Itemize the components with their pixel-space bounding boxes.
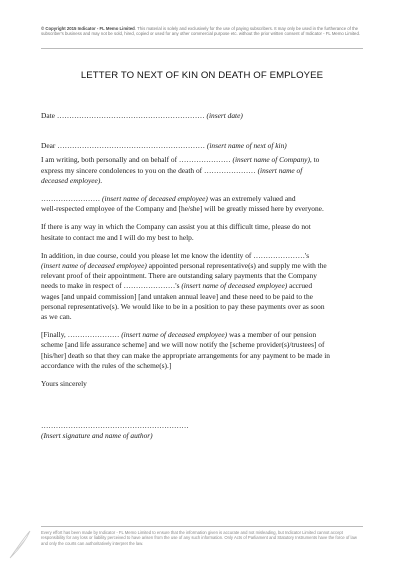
p4-text-8: as we can. bbox=[41, 312, 72, 322]
dear-dots: …………………………………………………… bbox=[57, 141, 206, 151]
p1-text-1: I am writing, both personally and on behalf of ………………… bbox=[41, 155, 231, 165]
p5-employee-placeholder: (insert name of deceased employee) bbox=[121, 330, 228, 340]
p4-text-5: accrued bbox=[289, 281, 313, 291]
p5-text-4: [his/her] death so that they can make the appropriate arrangements for any payment to be made in bbox=[41, 350, 330, 360]
header-divider bbox=[41, 48, 363, 49]
p4-text-3: relevant proof of their appointment. There are outstanding salary payments that the Company bbox=[41, 271, 317, 281]
dear-label: Dear bbox=[41, 141, 56, 151]
date-dots: …………………………………………………… bbox=[56, 111, 205, 120]
page-title: LETTER TO NEXT OF KIN ON DEATH OF EMPLOYEE bbox=[80, 70, 324, 81]
p5-text-5: accordance with the rules of the scheme(s).] bbox=[41, 360, 172, 370]
paragraph-pension bbox=[41, 330, 363, 371]
p4-employee-placeholder-a: (insert name of deceased employee) bbox=[41, 261, 147, 271]
closing-line: Yours sincerely bbox=[41, 379, 87, 389]
p5-text-3: scheme [and life assurance scheme] and we will now notify the [scheme provider(s)/trustees] of bbox=[41, 340, 325, 350]
p4-text-2: appointed personal representative(s) and supply me with the bbox=[148, 261, 327, 271]
signature-dots: …………………………………………………… bbox=[41, 421, 189, 431]
date-label: Date bbox=[41, 111, 55, 120]
p3-text-1: If there is any way in which the Company can assist you at this difficult time, please do not bbox=[41, 222, 311, 232]
paragraph-condolences bbox=[41, 155, 363, 186]
quill-logo-icon bbox=[6, 528, 34, 560]
p4-text-4: needs to make in respect of …………………'s bbox=[41, 281, 180, 291]
p3-text-2: hesitate to contact me and I will do my best to help. bbox=[41, 232, 194, 242]
p1-company-placeholder: (insert name of Company), bbox=[232, 155, 312, 165]
disclaimer-footer: Every effort has been made by Indicator - FL Memo Limited to ensure that the information given is accurate and not misleading, but Indicator Limited cannot accept responsibility for any loss or liability perceived to have arisen from the use of any such information. Only Acts of Parliament and Statutory Instruments have the force of law and only the courts can authoritatively interpret the law. bbox=[41, 530, 357, 546]
p5-text-2: was a member of our pension bbox=[228, 330, 317, 340]
footer-divider bbox=[41, 526, 363, 527]
paragraph-assistance bbox=[41, 222, 363, 242]
p5-text-1: [Finally, ………………… bbox=[41, 330, 120, 340]
p2-employee-placeholder: (insert name of deceased employee) bbox=[101, 194, 208, 204]
p4-text-1: In addition, in due course, could you please let me know the identity of …………………'s bbox=[41, 250, 310, 260]
p4-text-7: personal representative(s). We would like to be in a position to pay these payments over as soon bbox=[41, 301, 325, 311]
paragraph-payments bbox=[41, 251, 363, 322]
dear-placeholder: (insert name of next of kin) bbox=[206, 141, 287, 151]
p1-employee-placeholder-b: deceased employee) bbox=[41, 175, 101, 185]
letter-body bbox=[41, 111, 363, 442]
p1-text-2: to bbox=[313, 155, 320, 165]
p2-text-1: was an extremely valued and bbox=[209, 194, 296, 204]
copyright-owner: © Copyright 2015 Indicator - FL Memo Limited bbox=[41, 26, 135, 31]
paragraph-tribute bbox=[41, 194, 363, 214]
date-placeholder: (insert date) bbox=[206, 111, 243, 120]
signature-placeholder: (Insert signature and name of author) bbox=[41, 431, 153, 441]
p1-employee-placeholder-a: (insert name of bbox=[257, 165, 303, 175]
p2-text-2: well-respected employee of the Company and [he/she] will be greatly missed here by everyone. bbox=[41, 204, 324, 214]
salutation-line bbox=[41, 141, 363, 151]
p2-dots: …………………… bbox=[41, 194, 101, 204]
date-line bbox=[41, 111, 363, 121]
p1-text-3: express my sincere condolences to you on the death of ………………… bbox=[41, 165, 256, 175]
p4-employee-placeholder-b: (insert name of deceased employee) bbox=[181, 281, 288, 291]
copyright-text: . This material is solely and exclusively for the use of paying subscribers. It may only be used in the furtherance of the subscriber's business and may not be sold, hired, copied or used for any other commercial purpose etc. without the prior written consent of Indicator - FL Memo Limited. bbox=[41, 26, 361, 37]
p1-period: . bbox=[100, 175, 103, 185]
copyright-notice bbox=[41, 26, 371, 37]
p4-text-6: wages [and unpaid commission] [and untaken annual leave] and these need to be paid to the bbox=[41, 291, 313, 301]
